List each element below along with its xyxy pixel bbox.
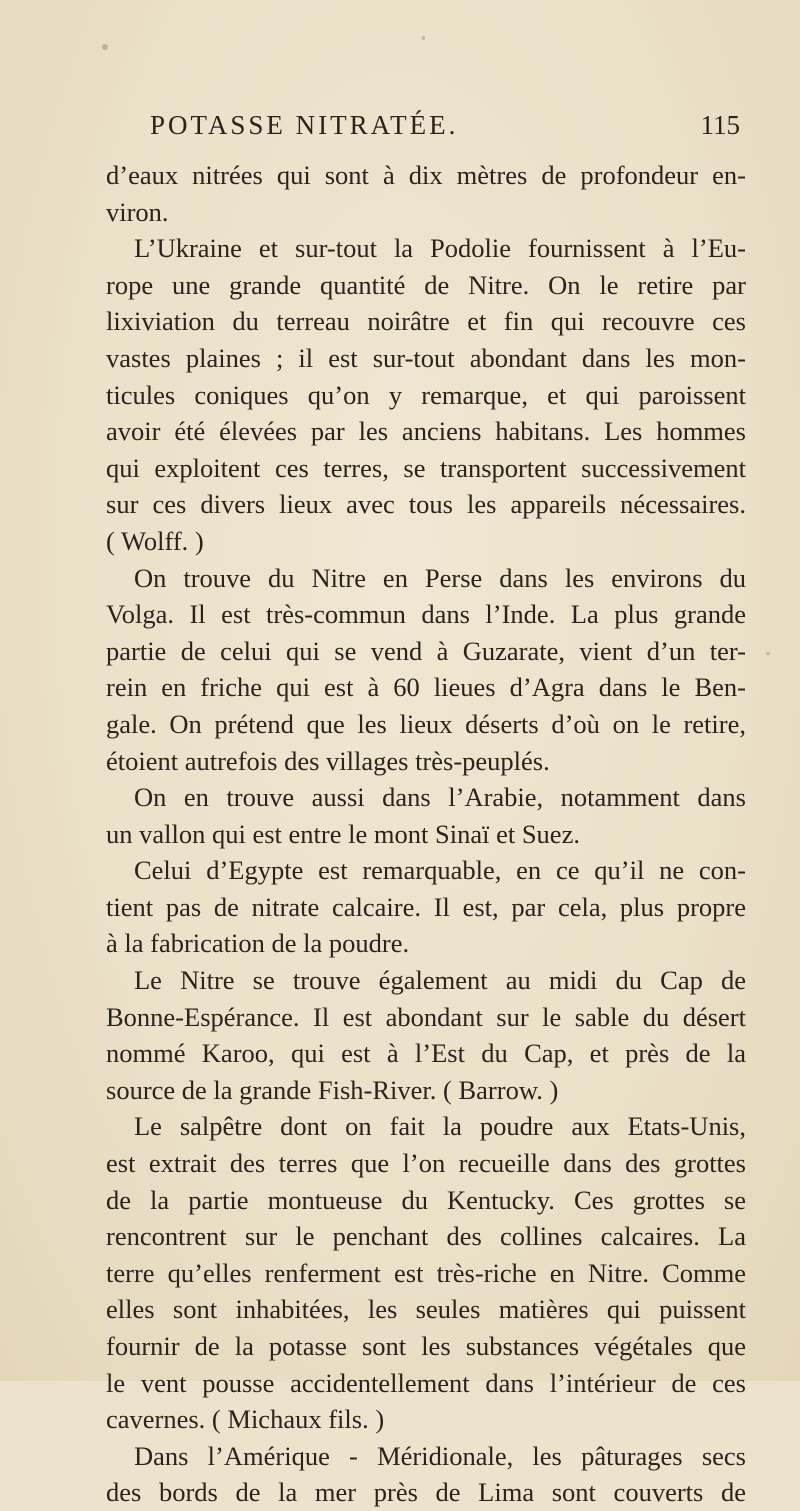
text-line: viron.: [106, 196, 169, 227]
text-line: partie de celui qui se vend à Guzarate, vient d’un ter-: [106, 635, 746, 666]
text-line: qui exploitent ces terres, se transportent successivement: [106, 452, 746, 483]
text-line: étoient autrefois des villages très-peuplés.: [106, 745, 550, 776]
text-line: Dans l’Amérique - Méridionale, les pâturages secs: [134, 1440, 746, 1471]
text-line: elles sont inhabitées, les seules matières qui puissent: [106, 1294, 746, 1325]
text-line: ticules coniques qu’on y remarque, et qui paroissent: [106, 379, 746, 410]
text-line: le vent pousse accidentellement dans l’intérieur de ces: [106, 1367, 746, 1398]
text-line: terre qu’elles renferment est très-riche en Nitre. Comme: [106, 1257, 746, 1288]
text-line: tient pas de nitrate calcaire. Il est, par cela, plus propre: [106, 891, 746, 922]
text-line: gale. On prétend que les lieux déserts d’où on le retire,: [106, 708, 746, 739]
paper-speck: [422, 36, 425, 40]
text-line: Le Nitre se trouve également au midi du Cap de: [134, 965, 746, 996]
text-line: cavernes. ( Michaux fils. ): [106, 1404, 385, 1435]
body-text: [106, 157, 746, 1511]
text-line: de la partie montueuse du Kentucky. Ces grottes se: [106, 1184, 746, 1215]
paper-speck: [766, 652, 770, 655]
text-line: d’eaux nitrées qui sont à dix mètres de profondeur en-: [106, 160, 746, 190]
text-line: à la fabrication de la poudre.: [106, 928, 410, 959]
text-line: Volga. Il est très-commun dans l’Inde. La plus grande: [106, 599, 746, 630]
text-line: source de la grande Fish-River. ( Barrow. ): [106, 1074, 559, 1105]
text-line: un vallon qui est entre le mont Sinaï et Suez.: [106, 818, 580, 849]
paper-speck: [102, 44, 108, 50]
text-line: lixiviation du terreau noirâtre et fin qui recouvre ces: [106, 306, 746, 337]
page-header: [150, 110, 740, 150]
page-number: 115: [700, 110, 740, 140]
text-line: des bords de la mer près de Lima sont couverts de: [106, 1477, 746, 1508]
text-line: vastes plaines ; il est sur-tout abondant dans les mon-: [106, 342, 746, 373]
text-line: rope une grande quantité de Nitre. On le retire par: [106, 269, 746, 300]
text-line: On trouve du Nitre en Perse dans les environs du: [134, 562, 746, 593]
text-line: nommé Karoo, qui est à l’Est du Cap, et près de la: [106, 1038, 746, 1069]
text-line: rencontrent sur le penchant des collines calcaires. La: [106, 1221, 746, 1252]
text-line: L’Ukraine et sur-tout la Podolie fournissent à l’Eu-: [134, 233, 746, 264]
text-line: fournir de la potasse sont les substances végétales que: [106, 1331, 746, 1361]
text-line: Celui d’Egypte est remarquable, en ce qu’il ne con-: [134, 855, 746, 886]
text-line: sur ces divers lieux avec tous les appareils nécessaires.: [106, 489, 746, 520]
text-line: ( Wolff. ): [106, 525, 204, 556]
text-line: On en trouve aussi dans l’Arabie, notamment dans: [134, 782, 746, 813]
text-line: est extrait des terres que l’on recueille dans des grottes: [106, 1148, 746, 1179]
text-line: avoir été élevées par les anciens habitans. Les hommes: [106, 416, 746, 447]
text-line: Bonne-Espérance. Il est abondant sur le sable du désert: [106, 1001, 746, 1032]
running-title: POTASSE NITRATÉE.: [150, 110, 459, 140]
text-line: Le salpêtre dont on fait la poudre aux Etats-Unis,: [134, 1111, 746, 1142]
text-line: rein en friche qui est à 60 lieues d’Agra dans le Ben-: [106, 672, 746, 703]
